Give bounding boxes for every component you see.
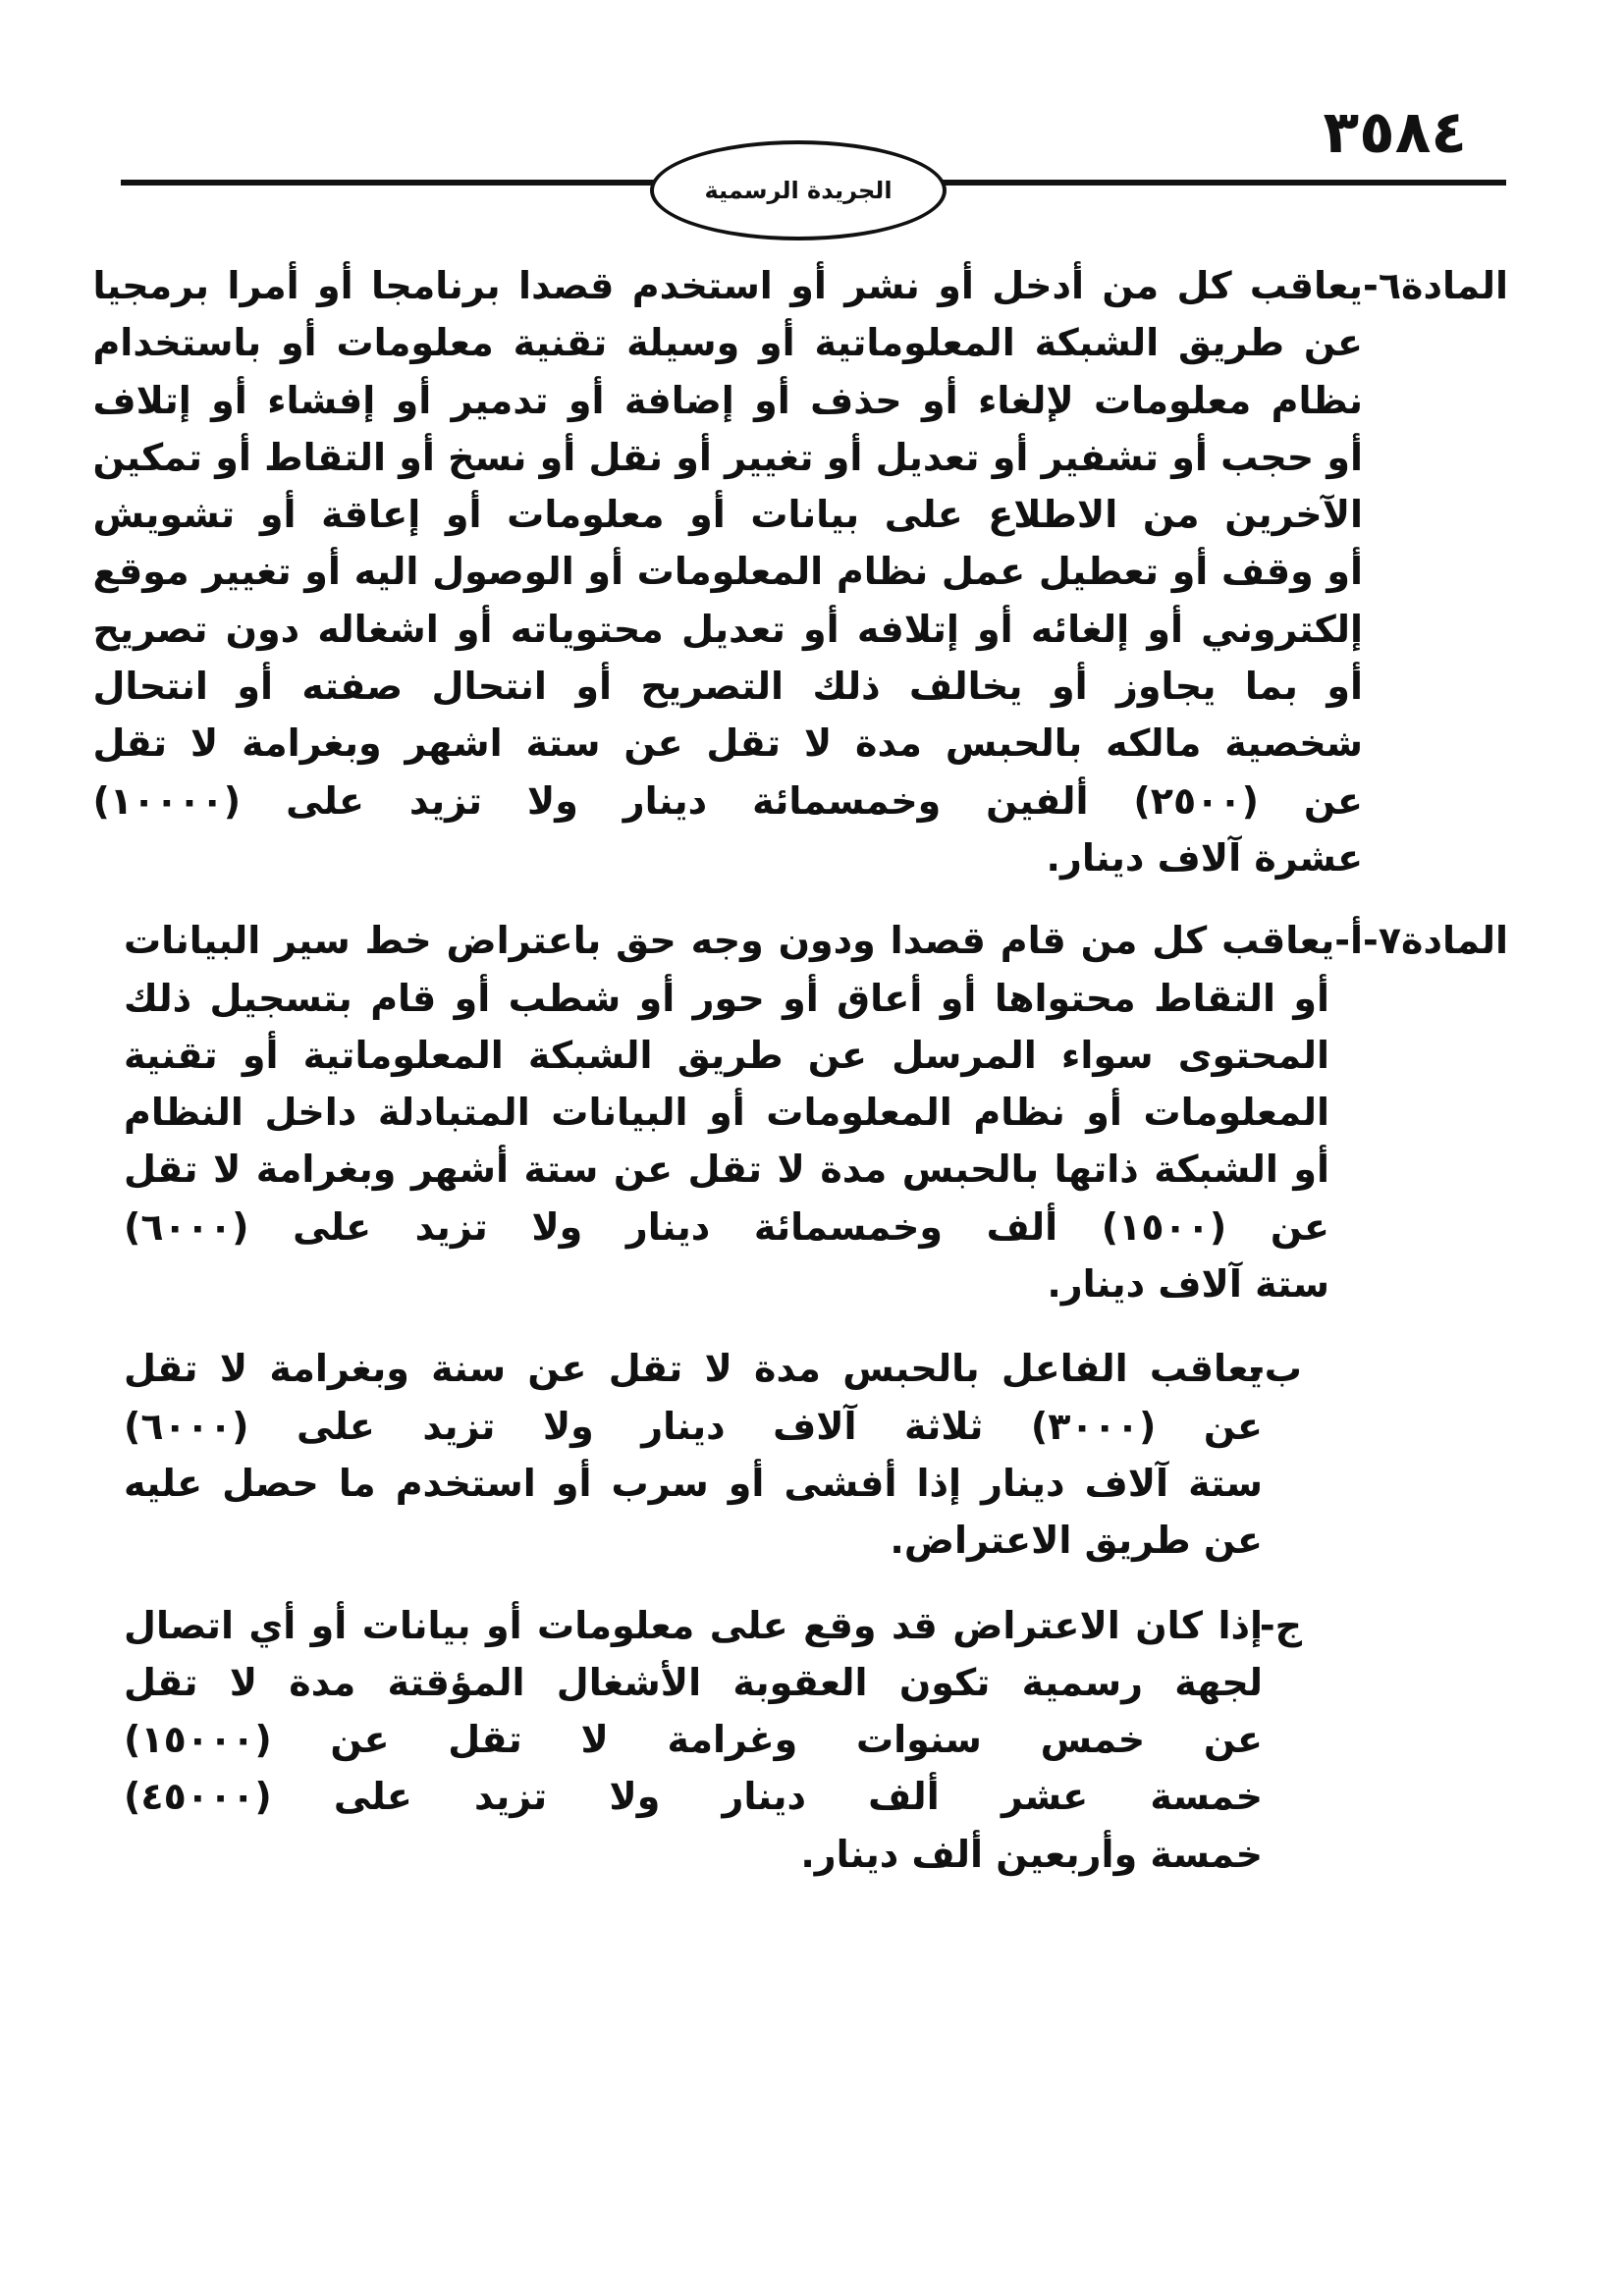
clause-b-label: ب- bbox=[1249, 1347, 1302, 1391]
text-line: عن (٣٠٠٠) ثلاثة آلاف دينار ولا تزيد على (٦٠٠٠) bbox=[124, 1404, 1263, 1448]
text-line: خمسة وأربعين ألف دينار. bbox=[800, 1832, 1263, 1876]
article-7-label: المادة٧- bbox=[1363, 919, 1508, 963]
text-line: الآخرين من الاطلاع على بيانات أو معلومات أو إعاقة أو تشويش bbox=[92, 493, 1364, 537]
text-line: يعاقب كل من أدخل أو نشر أو استخدم قصدا برنامجا أو أمرا برمجيا bbox=[92, 264, 1364, 307]
text-line: المعلومات أو نظام المعلومات أو البيانات المتبادلة داخل النظام bbox=[124, 1091, 1330, 1135]
text-line: ستة آلاف دينار. bbox=[1047, 1262, 1330, 1307]
article-7 bbox=[124, 912, 1508, 1312]
clause-c-text bbox=[124, 1597, 1263, 1883]
clause-c-label: ج- bbox=[1259, 1603, 1302, 1647]
text-line: يعاقب الفاعل بالحبس مدة لا تقل عن سنة وبغرامة لا تقل bbox=[124, 1347, 1263, 1391]
gazette-title: الجريدة الرسمية bbox=[704, 177, 893, 204]
clause-b-text bbox=[124, 1340, 1263, 1569]
article-6-text bbox=[92, 257, 1363, 886]
text-line: أو بما يجاوز أو يخالف ذلك التصريح أو انتحال صفته أو انتحال bbox=[92, 665, 1364, 709]
text-line: إذا كان الاعتراض قد وقع على معلومات أو بيانات أو أي اتصال bbox=[124, 1603, 1263, 1647]
text-line: ستة آلاف دينار إذا أفشى أو سرب أو استخدم ما حصل عليه bbox=[124, 1461, 1263, 1505]
text-line: عشرة آلاف دينار. bbox=[1046, 835, 1364, 880]
text-line: شخصية مالكه بالحبس مدة لا تقل عن ستة اشهر وبغرامة لا تقل bbox=[92, 721, 1364, 766]
text-line: أو حجب أو تشفير أو تعديل أو تغيير أو نقل أو نسخ أو التقاط أو تمكين bbox=[92, 435, 1364, 479]
gazette-title-oval bbox=[650, 140, 947, 240]
article-7-clause-a bbox=[124, 912, 1363, 1312]
article-6-label: المادة٦- bbox=[1363, 264, 1508, 307]
clause-a-continuation bbox=[124, 970, 1363, 1313]
text-line: عن طريق الشبكة المعلوماتية أو وسيلة تقنية معلومات أو باستخدام bbox=[92, 321, 1364, 365]
clause-a-label: أ- bbox=[1334, 919, 1364, 963]
paragraph-gap bbox=[124, 1312, 1508, 1340]
text-line: يعاقب كل من قام قصدا ودون وجه حق باعتراض خط سير البيانات bbox=[124, 919, 1335, 963]
text-line: عن (١٥٠٠) ألف وخمسمائة دينار ولا تزيد على (٦٠٠٠) bbox=[124, 1204, 1330, 1249]
text-line: أو التقاط محتواها أو أعاق أو حور أو شطب أو قام بتسجيل ذلك bbox=[124, 976, 1330, 1020]
text-line: عن خمس سنوات وغرامة لا تقل عن (١٥٠٠٠) bbox=[124, 1718, 1263, 1762]
text-line: المحتوى سواء المرسل عن طريق الشبكة المعلوماتية أو تقنية bbox=[124, 1033, 1330, 1077]
text-line: عن (٢٥٠٠) ألفين وخمسمائة دينار ولا تزيد على (١٠٠٠٠) bbox=[92, 778, 1364, 823]
paragraph-gap bbox=[124, 886, 1508, 912]
text-line: إلكتروني أو إلغائه أو إتلافه أو تعديل محتوياته أو اشغاله دون تصريح bbox=[92, 607, 1364, 651]
text-line: نظام معلومات لإلغاء أو حذف أو إضافة أو تدمير أو إفشاء أو إتلاف bbox=[92, 378, 1364, 422]
text-line: أو الشبكة ذاتها بالحبس مدة لا تقل عن ستة أشهر وبغرامة لا تقل bbox=[124, 1148, 1330, 1192]
article-6 bbox=[92, 257, 1508, 886]
text-line: خمسة عشر ألف دينار ولا تزيد على (٤٥٠٠٠) bbox=[124, 1775, 1263, 1819]
text-line: عن طريق الاعتراض. bbox=[890, 1519, 1263, 1563]
article-7-clause-b bbox=[124, 1340, 1302, 1569]
text-line: لجهة رسمية تكون العقوبة الأشغال المؤقتة مدة لا تقل bbox=[124, 1660, 1263, 1704]
paragraph-gap bbox=[124, 1570, 1508, 1597]
article-body bbox=[92, 257, 1508, 1883]
article-7-clause-c bbox=[124, 1597, 1302, 1883]
page-number: ٣٥٨٤ bbox=[1323, 98, 1467, 167]
text-line: أو وقف أو تعطيل عمل نظام المعلومات أو الوصول اليه أو تغيير موقع bbox=[92, 550, 1364, 594]
